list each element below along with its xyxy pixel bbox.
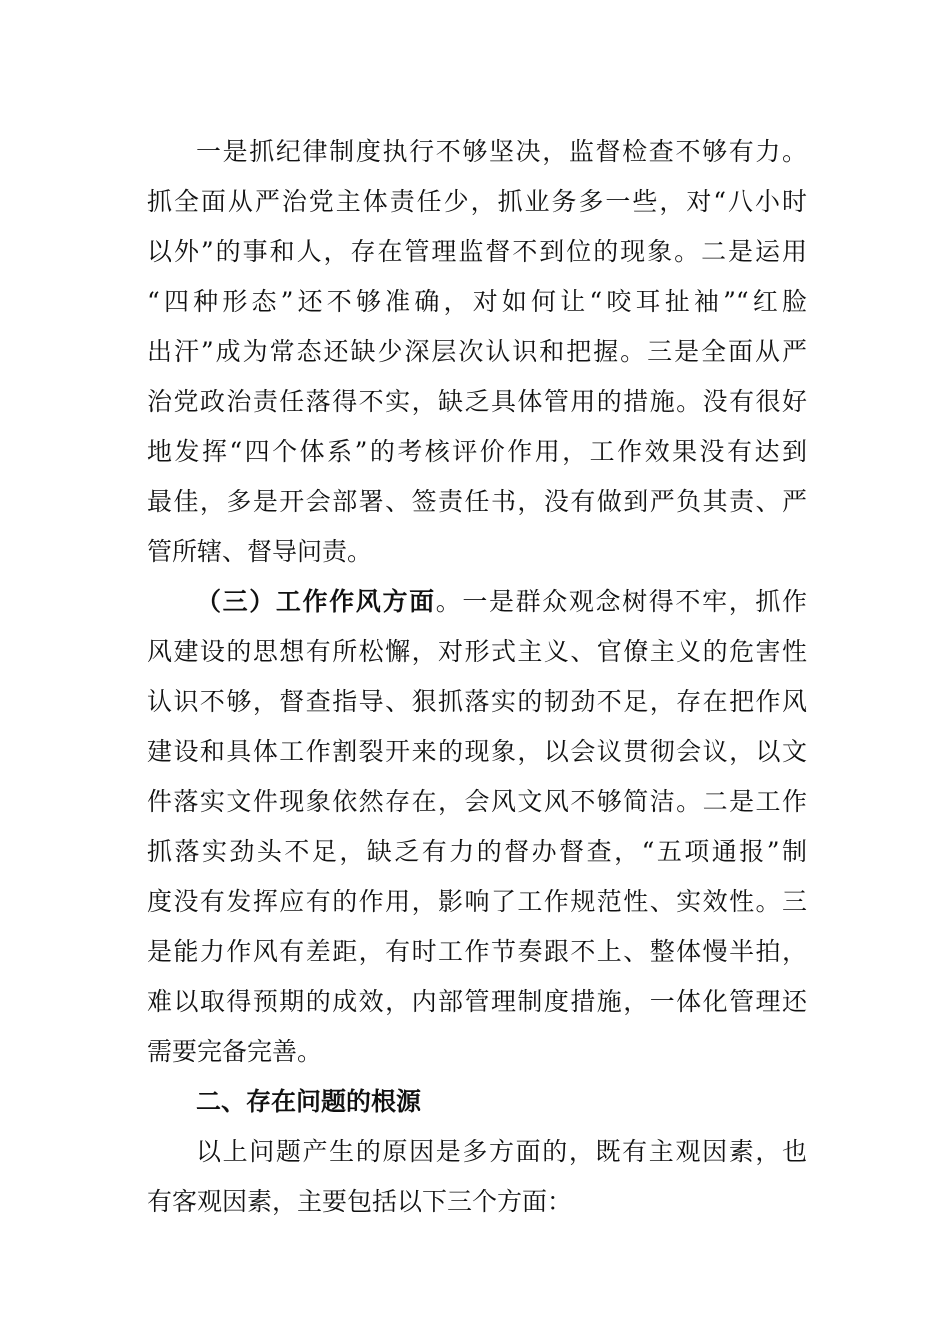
paragraph-line: 治党政治责任落得不实，缺乏具体管用的措施。没有很好 xyxy=(147,387,807,416)
paragraph-line: 管所辖、督导问责。 xyxy=(147,537,373,566)
paragraph-line: 建设和具体工作割裂开来的现象，以会议贯彻会议，以文 xyxy=(147,737,807,766)
paragraph-line: 以上问题产生的原因是多方面的，既有主观因素，也 xyxy=(196,1137,807,1166)
paragraph-line: 风建设的思想有所松懈，对形式主义、官僚主义的危害性 xyxy=(147,637,807,666)
section-2-heading: 二、存在问题的根源 xyxy=(196,1087,422,1116)
paragraph-line: 件落实文件现象依然存在，会风文风不够简洁。二是工作 xyxy=(147,787,807,816)
paragraph-line: 最佳，多是开会部署、签责任书，没有做到严负其责、严 xyxy=(147,487,807,516)
paragraph-line: 有客观因素，主要包括以下三个方面： xyxy=(147,1187,573,1216)
section-3-paragraph-first-line xyxy=(196,582,807,622)
paragraph-line: 以外”的事和人，存在管理监督不到位的现象。二是运用 xyxy=(147,237,807,266)
paragraph-line: 认识不够，督查指导、狠抓落实的韧劲不足，存在把作风 xyxy=(147,687,807,716)
section-3-heading: （三）工作作风方面 xyxy=(196,587,436,616)
paragraph-line: 度没有发挥应有的作用，影响了工作规范性、实效性。三 xyxy=(147,887,807,916)
paragraph-line: 一是抓纪律制度执行不够坚决，监督检查不够有力。 xyxy=(196,137,807,166)
paragraph-line: 抓落实劲头不足，缺乏有力的督办督查，“五项通报”制 xyxy=(147,837,807,866)
paragraph-line: 出汗”成为常态还缺少深层次认识和把握。三是全面从严 xyxy=(147,337,807,366)
paragraph-line: 地发挥“四个体系”的考核评价作用，工作效果没有达到 xyxy=(147,437,807,466)
paragraph-line: 需要完备完善。 xyxy=(147,1037,323,1066)
paragraph-line: 难以取得预期的成效，内部管理制度措施，一体化管理还 xyxy=(147,987,807,1016)
paragraph-line: “四种形态”还不够准确，对如何让“咬耳扯袖”“红脸 xyxy=(147,287,807,316)
paragraph-line: 抓全面从严治党主体责任少，抓业务多一些，对“八小时 xyxy=(147,187,807,216)
paragraph-line: 是能力作风有差距，有时工作节奏跟不上、整体慢半拍， xyxy=(147,937,807,966)
paragraph-line: 。一是群众观念树得不牢，抓作 xyxy=(435,587,807,616)
